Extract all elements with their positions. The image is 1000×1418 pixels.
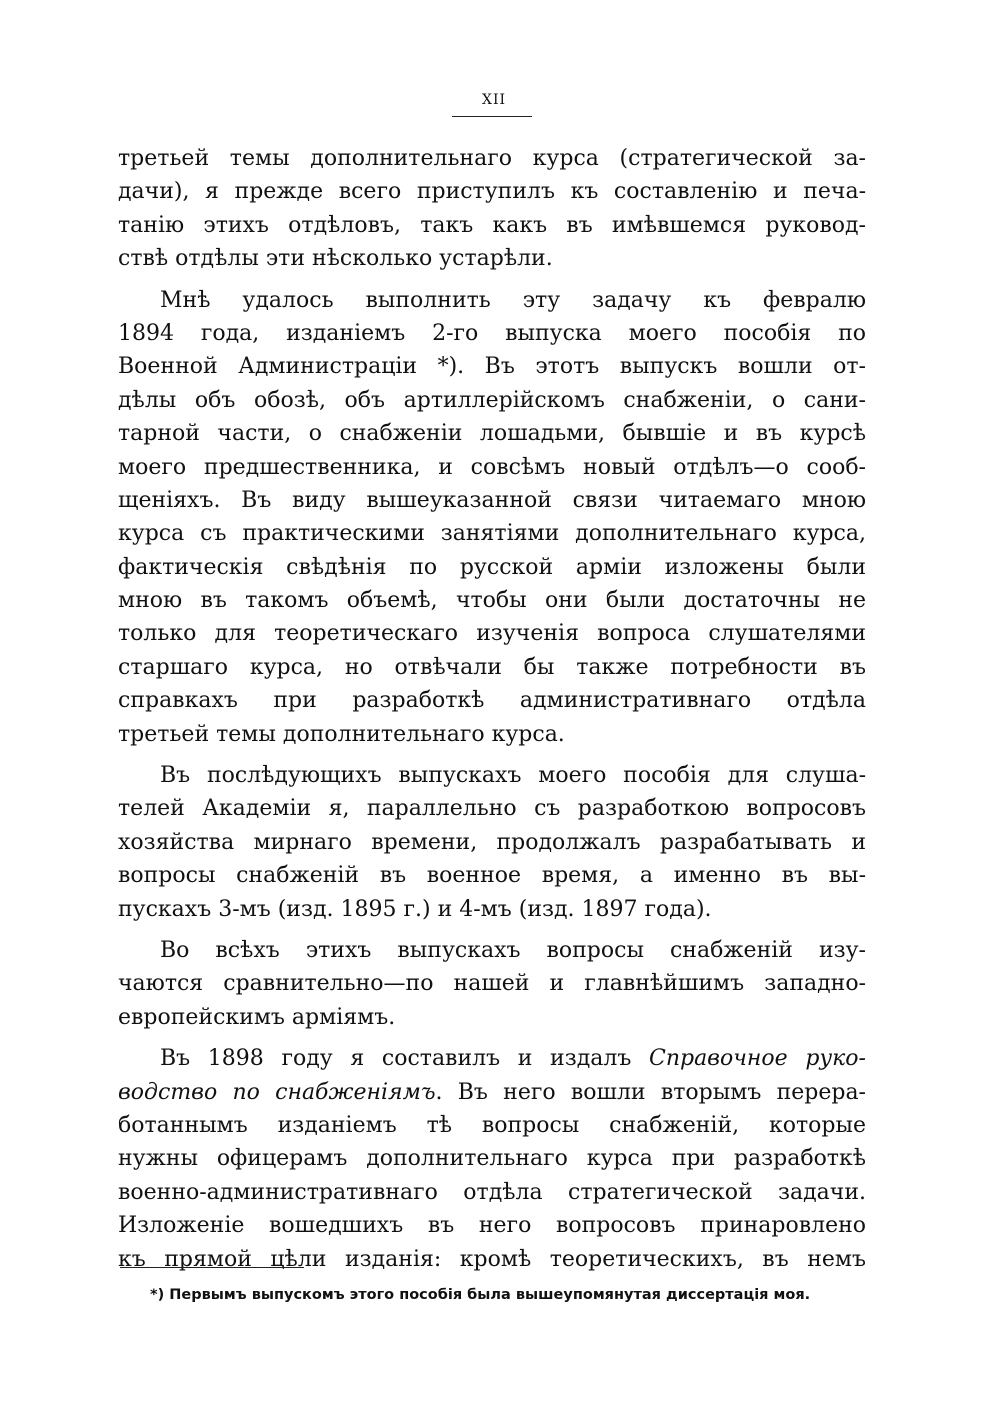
text-line: фактическія свѣдѣнія по русской арміи изложены были (118, 554, 866, 580)
text-line: только для теоретическаго изученія вопроса слушателями (118, 621, 866, 647)
text-line: третьей темы дополнительнаго курса (стратегической за- (118, 146, 866, 171)
text-line: нужны офицерамъ дополнительнаго курса при разработкѣ (118, 1146, 866, 1172)
text-line: тарной части, о снабженіи лошадьми, бывшіе и въ курсѣ (118, 421, 866, 447)
header-divider (452, 116, 532, 117)
text-line: Военной Администраціи *). Въ этотъ выпускъ вошли от- (118, 354, 866, 380)
text-line: мною въ такомъ объемѣ, чтобы они были достаточны не (118, 588, 866, 614)
text-line: хозяйства мирнаго времени, продолжалъ разрабатывать и (118, 829, 866, 855)
text-line: щеніяхъ. Въ виду вышеуказанной связи читаемаго мною (118, 487, 866, 513)
text-line: Мнѣ удалось выполнить эту задачу къ февралю (160, 287, 866, 313)
footnote-divider (120, 1267, 304, 1268)
text-line: ствѣ отдѣлы эти нѣсколько устарѣли. (118, 246, 553, 272)
text-line: дѣлы объ обозѣ, объ артиллерійскомъ снабженіи, о сани- (118, 387, 866, 413)
text-line: пускахъ 3-мъ (изд. 1895 г.) и 4-мъ (изд. 1897 года). (118, 896, 712, 922)
text-line (118, 1076, 866, 1109)
text-line: дачи), я прежде всего приступилъ къ составленію и печа- (118, 179, 866, 205)
page-number: XII (481, 92, 507, 108)
text-line: моего предшественника, и совсѣмъ новый отдѣлъ—о сооб- (118, 454, 866, 480)
text-line: справкахъ при разработкѣ административнаго отдѣла (118, 688, 866, 714)
body-text (118, 142, 866, 1276)
text-line: вопросы снабженій въ военное время, а именно въ вы- (118, 863, 866, 889)
text-line: Во всѣхъ этихъ выпускахъ вопросы снабженій изу- (160, 937, 866, 963)
text-line: телей Академіи я, параллельно съ разработкою вопросовъ (118, 796, 866, 822)
text-segment: Въ 1898 году я составилъ и издалъ (160, 1046, 649, 1072)
text-line: Изложеніе вошедшихъ въ него вопросовъ принаровлено (118, 1213, 866, 1239)
text-line: курса съ практическими занятіями дополнительнаго курса, (118, 521, 866, 547)
text-line: къ прямой цѣли изданія: кромѣ теоретическихъ, въ немъ (118, 1246, 866, 1272)
footnote: *) Первымъ выпускомъ этого пособія была вышеупомянутая диссертація моя. (150, 1287, 811, 1303)
text-line: танію этихъ отдѣловъ, такъ какъ въ имѣвшемся руковод- (118, 212, 866, 238)
text-segment: . Въ него вошли вторымъ перера- (435, 1079, 866, 1105)
text-line: европейскимъ арміямъ. (118, 1004, 396, 1030)
text-line: третьей темы дополнительнаго курса. (118, 721, 565, 747)
text-line: старшаго курса, но отвѣчали бы также потребности въ (118, 654, 866, 680)
text-line: чаются сравнительно—по нашей и главнѣйшимъ западно- (118, 971, 866, 997)
text-line: 1894 года, изданіемъ 2-го выпуска моего пособія по (118, 320, 866, 346)
book-title-part: Справочное руко- (648, 1046, 866, 1072)
text-line: ботаннымъ изданіемъ тѣ вопросы снабженій, которые (118, 1112, 866, 1138)
book-title-part: водство по снабженіямъ (118, 1079, 436, 1105)
text-line (118, 1042, 866, 1075)
text-line: Въ послѣдующихъ выпускахъ моего пособія для слуша- (160, 763, 866, 789)
text-line: военно-административнаго отдѣла стратегической задачи. (118, 1179, 866, 1205)
